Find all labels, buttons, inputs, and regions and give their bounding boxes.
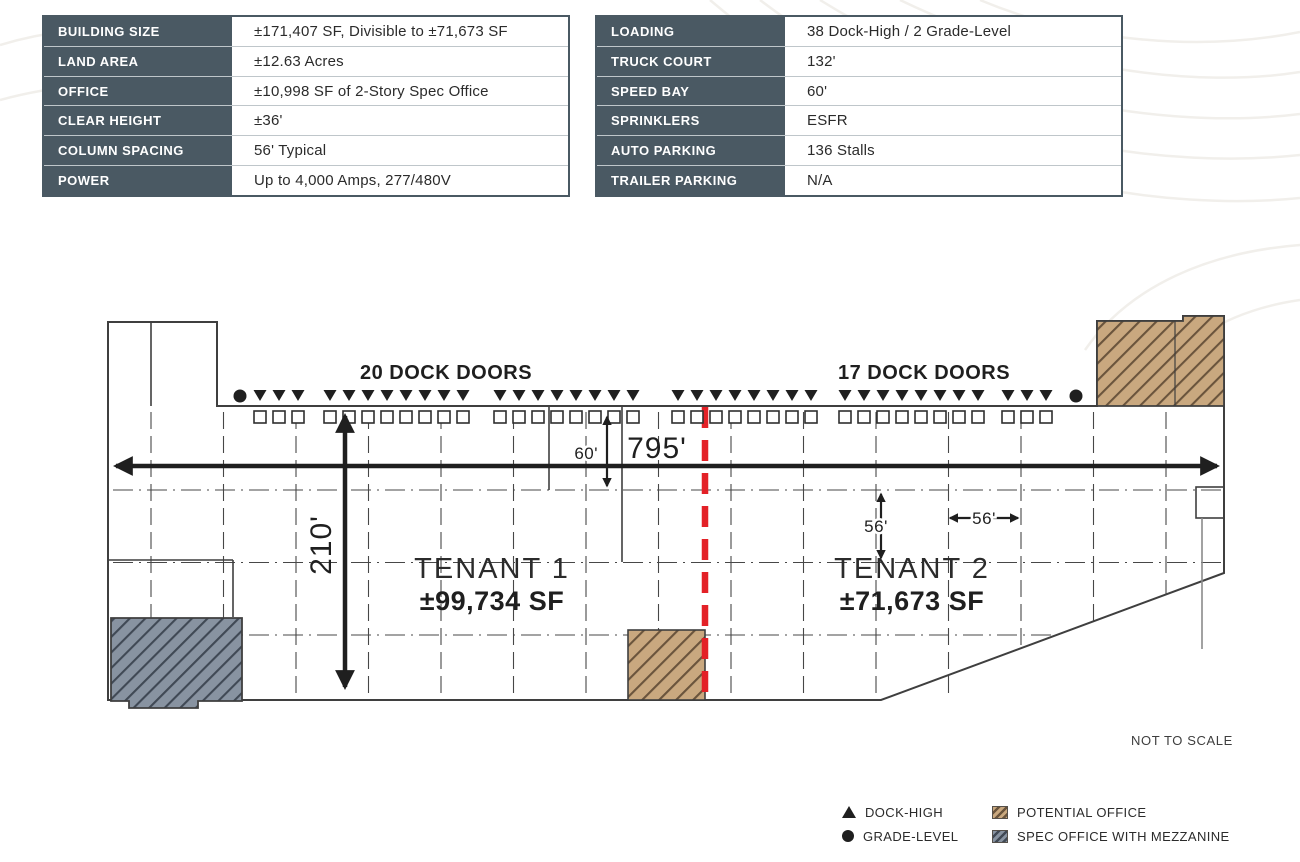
table-row bbox=[44, 77, 568, 107]
table-row bbox=[44, 17, 568, 47]
table-row bbox=[44, 106, 568, 136]
spec-label: SPEED BAY bbox=[597, 77, 785, 106]
dock-door-opening bbox=[691, 411, 703, 423]
tenant1-area: ±99,734 SF bbox=[419, 586, 565, 616]
dock-door-opening bbox=[786, 411, 798, 423]
dim-width-label: 795' bbox=[627, 432, 687, 465]
dim-bay-vertical-label: 56' bbox=[864, 517, 888, 536]
dock-door-opening bbox=[419, 411, 431, 423]
spec-value: 38 Dock-High / 2 Grade-Level bbox=[807, 22, 1012, 40]
dock-door-opening bbox=[400, 411, 412, 423]
dock-high-door-icon bbox=[608, 390, 621, 401]
potential-office-bottom bbox=[628, 630, 705, 700]
legend-item-spec-office bbox=[992, 824, 1230, 848]
dock-high-door-icon bbox=[729, 390, 742, 401]
dock-high-door-icon bbox=[513, 390, 526, 401]
tenant2-area: ±71,673 SF bbox=[839, 586, 985, 616]
legend-item-potential-office bbox=[992, 800, 1230, 824]
dock-door-opening bbox=[972, 411, 984, 423]
legend-label: SPEC OFFICE WITH MEZZANINE bbox=[1017, 828, 1230, 844]
dock-high-door-icon bbox=[839, 390, 852, 401]
dock-high-door-icon bbox=[254, 390, 267, 401]
building-spec-table bbox=[42, 15, 570, 197]
dock-high-door-icon bbox=[1040, 390, 1053, 401]
dock-door-opening bbox=[570, 411, 582, 423]
legend-item-grade-level bbox=[842, 824, 992, 848]
dock-door-opening bbox=[292, 411, 304, 423]
dock-high-door-icon bbox=[786, 390, 799, 401]
dock-high-door-icon bbox=[381, 390, 394, 401]
spec-value: ±12.63 Acres bbox=[254, 52, 344, 70]
spec-value: ±10,998 SF of 2-Story Spec Office bbox=[254, 82, 489, 100]
legend-item-dock-high bbox=[842, 800, 992, 824]
dock-door-opening bbox=[254, 411, 266, 423]
dock-door-opening bbox=[551, 411, 563, 423]
dock-high-door-icon bbox=[570, 390, 583, 401]
table-row bbox=[597, 106, 1121, 136]
spec-value: ±36' bbox=[254, 112, 283, 130]
dock-high-door-icon bbox=[324, 390, 337, 401]
legend-label: DOCK-HIGH bbox=[865, 804, 943, 820]
dock-door-opening bbox=[457, 411, 469, 423]
dock-door-opening bbox=[896, 411, 908, 423]
dock-door-opening bbox=[839, 411, 851, 423]
dock-high-door-icon bbox=[627, 390, 640, 401]
dock-door-opening bbox=[934, 411, 946, 423]
dock-high-door-icon bbox=[273, 390, 286, 401]
spec-label: COLUMN SPACING bbox=[44, 136, 232, 165]
legend-label: GRADE-LEVEL bbox=[863, 828, 959, 844]
dock-high-door-icon bbox=[767, 390, 780, 401]
spec-label: TRUCK COURT bbox=[597, 47, 785, 76]
spec-value: 60' bbox=[807, 82, 828, 100]
table-row bbox=[44, 47, 568, 77]
spec-value: 136 Stalls bbox=[807, 142, 875, 160]
grade-level-door-icon bbox=[234, 390, 247, 403]
dock-high-door-icon bbox=[457, 390, 470, 401]
dock-high-door-icon bbox=[953, 390, 966, 401]
spec-label: POWER bbox=[44, 166, 232, 195]
tenant2-label: TENANT 2 bbox=[834, 553, 990, 585]
dock-door-opening bbox=[1021, 411, 1033, 423]
spec-label: CLEAR HEIGHT bbox=[44, 106, 232, 135]
table-row bbox=[597, 47, 1121, 77]
potential-office-swatch-icon bbox=[992, 806, 1008, 819]
dock-high-door-icon bbox=[551, 390, 564, 401]
dock-door-opening bbox=[748, 411, 760, 423]
dock-door-opening bbox=[953, 411, 965, 423]
dock-door-opening bbox=[729, 411, 741, 423]
not-to-scale-note: NOT TO SCALE bbox=[1131, 733, 1233, 748]
dim-speed-bay-label: 60' bbox=[574, 444, 598, 463]
dock-door-opening bbox=[608, 411, 620, 423]
dock-high-door-icon bbox=[1002, 390, 1015, 401]
dock-door-opening bbox=[877, 411, 889, 423]
dock-door-opening bbox=[494, 411, 506, 423]
spec-value: ±171,407 SF, Divisible to ±71,673 SF bbox=[254, 22, 508, 40]
dock-door-opening bbox=[362, 411, 374, 423]
spec-office-with-mezzanine-area bbox=[111, 618, 242, 708]
table-row bbox=[597, 136, 1121, 166]
spec-office-swatch-icon bbox=[992, 830, 1008, 843]
tenant1-label: TENANT 1 bbox=[414, 553, 570, 585]
dock-door-opening bbox=[1002, 411, 1014, 423]
table-row bbox=[597, 166, 1121, 195]
dock-high-door-icon bbox=[438, 390, 451, 401]
dock-high-door-icon bbox=[1021, 390, 1034, 401]
dim-depth-label: 210' bbox=[305, 515, 338, 575]
dock-high-icon bbox=[842, 806, 856, 818]
dock-door-opening bbox=[710, 411, 722, 423]
dock-high-door-icon bbox=[710, 390, 723, 401]
dock-high-door-icon bbox=[877, 390, 890, 401]
dock-high-door-icon bbox=[805, 390, 818, 401]
spec-label: SPRINKLERS bbox=[597, 106, 785, 135]
grade-level-door-icon bbox=[1070, 390, 1083, 403]
dock-high-door-icon bbox=[419, 390, 432, 401]
spec-value: Up to 4,000 Amps, 277/480V bbox=[254, 172, 451, 190]
dock-high-door-icon bbox=[400, 390, 413, 401]
dock-high-door-icon bbox=[934, 390, 947, 401]
dock-high-door-icon bbox=[672, 390, 685, 401]
dock-high-door-icon bbox=[494, 390, 507, 401]
dock-high-door-icon bbox=[915, 390, 928, 401]
dock-door-opening bbox=[324, 411, 336, 423]
dock-high-door-icon bbox=[858, 390, 871, 401]
dock-door-opening bbox=[513, 411, 525, 423]
dock-door-opening bbox=[589, 411, 601, 423]
spec-label: LOADING bbox=[597, 17, 785, 46]
spec-value: ESFR bbox=[807, 112, 848, 130]
spec-value: 56' Typical bbox=[254, 142, 327, 160]
spec-label: LAND AREA bbox=[44, 47, 232, 76]
dock-high-door-icon bbox=[896, 390, 909, 401]
dock-door-opening bbox=[915, 411, 927, 423]
dock-door-opening bbox=[858, 411, 870, 423]
dock-door-opening bbox=[438, 411, 450, 423]
spec-value: N/A bbox=[807, 172, 833, 190]
table-row bbox=[44, 136, 568, 166]
dock-high-door-icon bbox=[532, 390, 545, 401]
spec-label: AUTO PARKING bbox=[597, 136, 785, 165]
dock-high-door-icon bbox=[343, 390, 356, 401]
dock-high-door-icon bbox=[362, 390, 375, 401]
dock-high-door-icon bbox=[972, 390, 985, 401]
spec-value: 132' bbox=[807, 52, 836, 70]
legend bbox=[842, 800, 1230, 848]
legend-label: POTENTIAL OFFICE bbox=[1017, 804, 1147, 820]
table-row bbox=[597, 17, 1121, 47]
dock-high-door-icon bbox=[589, 390, 602, 401]
table-row bbox=[597, 77, 1121, 107]
dock-door-opening bbox=[381, 411, 393, 423]
dock-door-opening bbox=[1040, 411, 1052, 423]
grade-level-icon bbox=[842, 830, 854, 842]
dock-door-opening bbox=[767, 411, 779, 423]
dock-high-door-icon bbox=[292, 390, 305, 401]
dim-bay-horizontal-label: 56' bbox=[972, 509, 996, 528]
potential-office-top-right bbox=[1097, 316, 1224, 406]
dock-door-opening bbox=[532, 411, 544, 423]
dock-door-opening bbox=[672, 411, 684, 423]
dock-door-opening bbox=[805, 411, 817, 423]
spec-label: OFFICE bbox=[44, 77, 232, 106]
spec-label: BUILDING SIZE bbox=[44, 17, 232, 46]
dock-high-door-icon bbox=[748, 390, 761, 401]
loading-spec-table bbox=[595, 15, 1123, 197]
dock-doors-left-label: 20 DOCK DOORS bbox=[359, 362, 533, 384]
dock-high-door-icon bbox=[691, 390, 704, 401]
dock-doors-right-label: 17 DOCK DOORS bbox=[837, 362, 1011, 384]
spec-label: TRAILER PARKING bbox=[597, 166, 785, 195]
dock-door-opening bbox=[627, 411, 639, 423]
table-row bbox=[44, 166, 568, 195]
dock-door-opening bbox=[273, 411, 285, 423]
